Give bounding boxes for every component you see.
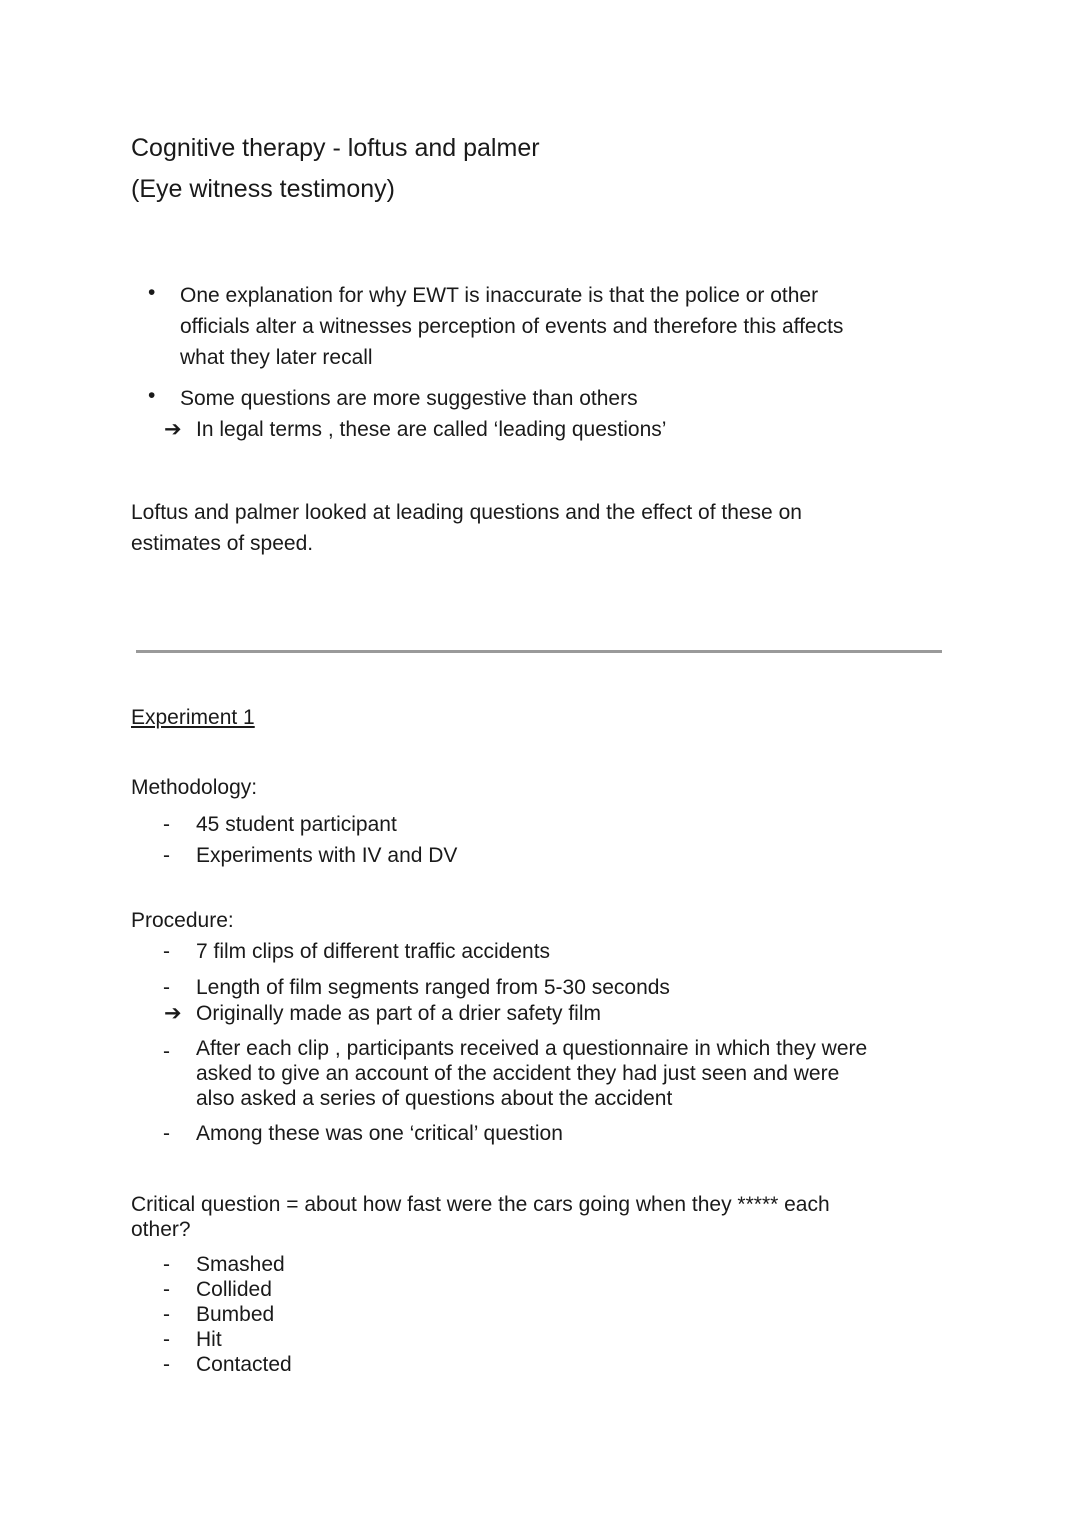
- list-item: [163, 1327, 292, 1352]
- procedure-item-line: also asked a series of questions about the accident: [196, 1087, 673, 1110]
- critical-question: [131, 1192, 830, 1242]
- verb-option: Contacted: [196, 1353, 292, 1376]
- critical-question-line: Critical question = about how fast were the cars going when they ***** each: [131, 1193, 830, 1216]
- list-item: [163, 1277, 292, 1302]
- summary-line: Loftus and palmer looked at leading questions and the effect of these on: [131, 501, 802, 524]
- methodology-item: Experiments with IV and DV: [196, 844, 458, 867]
- methodology-label: Methodology:: [131, 776, 258, 799]
- procedure-arrow-note: Originally made as part of a drier safety film: [196, 1002, 601, 1025]
- summary-line: estimates of speed.: [131, 532, 314, 555]
- dash-marker: -: [163, 813, 170, 836]
- procedure-item: 7 film clips of different traffic accidents: [196, 940, 551, 963]
- bullet-icon: •: [148, 281, 156, 304]
- intro-bullet-1: [180, 280, 843, 373]
- procedure-item-line: After each clip , participants received a questionnaire in which they were: [196, 1037, 868, 1060]
- intro-bullet-1-line: what they later recall: [180, 346, 373, 369]
- summary-paragraph: [131, 497, 802, 559]
- verb-options-list: [163, 1252, 292, 1377]
- intro-bullet-2: Some questions are more suggestive than others: [180, 387, 638, 410]
- page-title: Cognitive therapy - loftus and palmer: [131, 134, 540, 162]
- critical-question-line: other?: [131, 1218, 191, 1241]
- dash-marker: -: [163, 1328, 170, 1351]
- horizontal-divider: [136, 650, 942, 653]
- page-subtitle: (Eye witness testimony): [131, 175, 395, 203]
- verb-option: Collided: [196, 1278, 272, 1301]
- list-item: [163, 1252, 292, 1277]
- list-item: [163, 1302, 292, 1327]
- procedure-item: Among these was one ‘critical’ question: [196, 1122, 563, 1145]
- intro-arrow-note: In legal terms , these are called ‘leading questions’: [196, 418, 667, 441]
- dash-marker: -: [163, 1253, 170, 1276]
- methodology-item: 45 student participant: [196, 813, 397, 836]
- dash-marker: -: [163, 1040, 170, 1063]
- bullet-icon: •: [148, 384, 156, 407]
- verb-option: Smashed: [196, 1253, 285, 1276]
- verb-option: Bumbed: [196, 1303, 275, 1326]
- intro-bullet-1-line: One explanation for why EWT is inaccurate is that the police or other: [180, 284, 819, 307]
- arrow-icon: ➔: [164, 418, 182, 441]
- procedure-item-line: asked to give an account of the accident they had just seen and were: [196, 1062, 840, 1085]
- dash-marker: -: [163, 940, 170, 963]
- experiment-heading: Experiment 1: [131, 706, 255, 729]
- verb-option: Hit: [196, 1328, 222, 1351]
- dash-marker: -: [163, 1122, 170, 1145]
- dash-marker: -: [163, 1353, 170, 1376]
- dash-marker: -: [163, 844, 170, 867]
- arrow-icon: ➔: [164, 1002, 182, 1025]
- intro-bullet-1-line: officials alter a witnesses perception of events and therefore this affects: [180, 315, 844, 338]
- procedure-item: [196, 1036, 867, 1111]
- procedure-label: Procedure:: [131, 909, 234, 932]
- dash-marker: -: [163, 1278, 170, 1301]
- procedure-item: Length of film segments ranged from 5-30 seconds: [196, 976, 670, 999]
- dash-marker: -: [163, 976, 170, 999]
- list-item: [163, 1352, 292, 1377]
- dash-marker: -: [163, 1303, 170, 1326]
